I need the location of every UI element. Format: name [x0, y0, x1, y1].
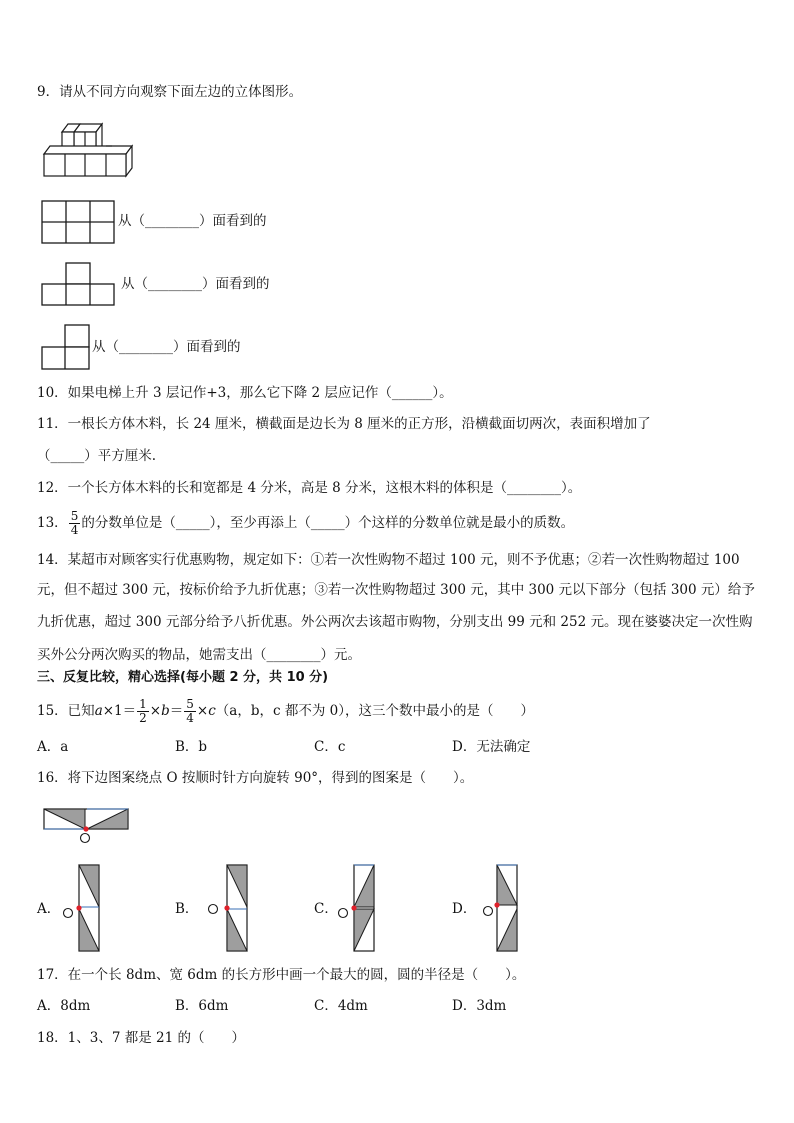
- q16-option-c-figure[interactable]: [335, 864, 380, 954]
- q11-line2: （_____）平方厘米.: [37, 448, 157, 464]
- q15-option-b[interactable]: B．b: [175, 739, 208, 755]
- q12-text: 12．一个长方体木料的长和宽都是 4 分米，高是 8 分米，这根木料的体积是（________）。: [37, 480, 582, 496]
- q16-original-figure: [43, 808, 133, 848]
- q17-stem: 17．在一个长 8dm、宽 6dm 的长方形中画一个最大的圆，圆的半径是（ ）。: [37, 967, 526, 983]
- q14-line1: 14．某超市对顾客实行优惠购物，规定如下：①若一次性购物不超过 100 元，则不予优惠；②若一次性购物超过 100: [37, 552, 740, 568]
- q9-view3-text: 从（________）面看到的: [92, 339, 241, 355]
- cube-figure: [40, 118, 140, 176]
- q16-option-d-figure[interactable]: [478, 864, 523, 954]
- q14-line4: 买外公分两次购买的物品，她需支出（________）元。: [37, 647, 361, 663]
- view2-figure: [41, 262, 116, 306]
- q13-suffix: 的分数单位是（_____），至少再添上（_____）个这样的分数单位就是最小的质数。: [81, 515, 575, 531]
- q16-option-a-figure[interactable]: [60, 864, 100, 954]
- q16-option-b-label[interactable]: B．: [175, 901, 199, 917]
- q16-stem: 16．将下边图案绕点 O 按顺时针方向旋转 90°，得到的图案是（ ）。: [37, 770, 474, 786]
- q9-view2-text: 从（________）面看到的: [121, 276, 270, 292]
- q13-prefix: 13．: [37, 515, 68, 531]
- q10-text: 10．如果电梯上升 3 层记作+3，那么它下降 2 层应记作（______）。: [37, 385, 453, 401]
- q13-text: [37, 508, 574, 538]
- q17-option-a[interactable]: A．8dm: [37, 998, 91, 1014]
- q14-line3: 九折优惠，超过 300 元部分给予八折优惠。外公两次去该超市购物，分别支出 99 元和 252 元。现在婆婆决定一次性购: [37, 614, 753, 630]
- q16-option-b-figure[interactable]: [205, 864, 255, 954]
- q15-option-d[interactable]: D．无法确定: [452, 739, 531, 755]
- q15-fraction-2: $\frac{5}{4}$: [186, 697, 194, 725]
- q11-line1: 11．一根长方体木料，长 24 厘米，横截面是边长为 8 厘米的正方形，沿横截面切两次，表面积增加了: [37, 416, 651, 432]
- q9-stem: 9．请从不同方向观察下面左边的立体图形。: [37, 84, 303, 100]
- q15-text: 15．已知a×1＝ $\frac{1}{2}$ ×b＝ $\frac{5}{4}$ ×c（a，b，c 都不为 0），这三个数中最小的是（ ）: [37, 697, 534, 725]
- q16-option-c-label[interactable]: C．: [314, 901, 338, 917]
- view1-figure: [41, 200, 116, 244]
- q13-fraction: $\frac{5}{4}$: [70, 509, 79, 537]
- section3-heading: 三、反复比较，精心选择(每小题 2 分，共 10 分): [37, 670, 329, 685]
- q15-option-a[interactable]: A．a: [37, 739, 69, 755]
- q16-option-a-label[interactable]: A．: [37, 901, 61, 917]
- q16-option-d-label[interactable]: D．: [452, 901, 477, 917]
- view3-figure: [41, 324, 91, 370]
- q17-option-b[interactable]: B．6dm: [175, 998, 229, 1014]
- q14-line2: 元，但不超过 300 元，按标价给予九折优惠；③若一次性购物超过 300 元，其中 300 元以下部分（包括 300 元）给予: [37, 582, 755, 598]
- q17-option-d[interactable]: D．3dm: [452, 998, 507, 1014]
- q15-option-c[interactable]: C．c: [314, 739, 346, 755]
- q9-view1-text: 从（________）面看到的: [118, 213, 267, 229]
- q17-option-c[interactable]: C．4dm: [314, 998, 368, 1014]
- q15-fraction-1: $\frac{1}{2}$: [139, 697, 147, 725]
- q18-text: 18．1、3、7 都是 21 的（ ）: [37, 1030, 245, 1046]
